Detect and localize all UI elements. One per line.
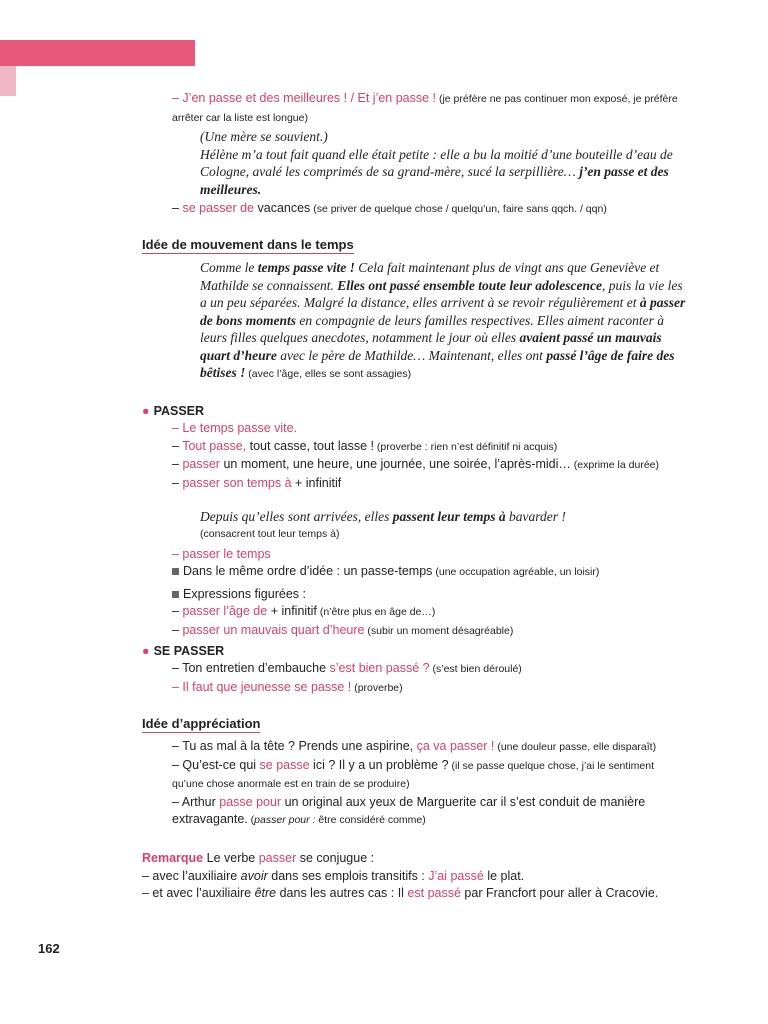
passer-line-5: – passer le temps <box>172 546 271 561</box>
passer-line-2-expr: Tout passe, <box>182 438 247 453</box>
appr-line-1 <box>142 738 688 757</box>
passer-example-bold: passent leur temps à <box>392 509 506 524</box>
p-bold-4: avaient passé un mauvais quart d’heure <box>200 330 662 363</box>
appr-line-3-text-2: un original aux yeux de Marguerite car il s’est conduit de manière extravagante. <box>172 794 646 826</box>
text-vacances: vacances <box>254 201 311 215</box>
se-passer-line-1-expr: s’est bien passé ? <box>329 661 430 675</box>
appr-line-1-text: – Tu as mal à la tête ? Prends une aspirine, <box>172 739 417 753</box>
example-title: (Une mère se souvient.) <box>200 129 328 144</box>
passer-line-6 <box>142 563 688 582</box>
remarque-r2-b: dans les autres cas : Il <box>276 886 408 900</box>
example-mere <box>142 128 688 198</box>
p-bold-2: Elles ont passé ensemble toute leur adolescence <box>337 277 602 293</box>
appr-line-3-note-italic: passer pour : <box>254 814 316 826</box>
appr-line-3-note-post: être considéré comme) <box>315 814 426 826</box>
passer-line-6-note: (une occupation agréable, un loisir) <box>432 566 600 578</box>
passer-line-1: – Le temps passe vite. <box>172 421 298 435</box>
passer-line-9-expr: passer un mauvais quart d’heure <box>182 622 365 637</box>
se-passer-line-1-text: – Ton entretien d’embauche <box>172 661 330 675</box>
passer-example-line <box>142 508 688 526</box>
remarque-text-2: se conjugue : <box>296 851 375 865</box>
appr-line-1-note: (une douleur passe, elle disparaît) <box>494 741 657 753</box>
p-bold-3: à passer de bons moments <box>200 295 686 328</box>
passer-line-2-text: tout casse, tout lasse ! <box>246 438 374 453</box>
example-paragraph-genevieve <box>142 259 688 384</box>
line-jen-passe <box>142 90 688 127</box>
bullet-passer-title: PASSER <box>153 404 205 418</box>
remarque-verb: passer <box>258 851 297 865</box>
remarque-r1-c: le plat. <box>483 868 525 883</box>
remarque-r2-expr: est passé <box>407 886 461 900</box>
margin-accent <box>0 66 16 96</box>
se-passer-line-1-note: (s’est bien déroulé) <box>429 663 522 675</box>
appr-line-3 <box>142 794 688 830</box>
remarque-r1-expr: J’ai passé <box>428 868 484 883</box>
appr-line-2-text: – Qu’est-ce qui <box>172 757 260 772</box>
remarque-rule-1 <box>142 868 688 886</box>
p-text-1: Comme le <box>200 260 258 275</box>
example-body <box>142 146 688 199</box>
appr-line-1-expr: ça va passer ! <box>416 739 495 753</box>
appr-line-3-text: – Arthur <box>172 794 220 809</box>
passer-example-text-1: Depuis qu’elles sont arrivées, elles <box>200 509 393 524</box>
entry-se-passer-de <box>142 200 688 219</box>
passer-list <box>142 420 688 492</box>
passer-line-2-note: (proverbe : rien n’est définitif ni acquis) <box>374 440 558 453</box>
remarque-rule-2 <box>142 885 688 903</box>
passer-example-text-2: bavarder ! <box>505 509 566 524</box>
passer-example-note: (consacrent tout leur temps à) <box>200 528 340 540</box>
appr-line-3-expr: passe pour <box>219 794 282 809</box>
p-text-4: en compagnie de leurs familles respectives. Elles aiment raconter à leurs filles quelques anecdotes, notamment le jour où elles <box>200 312 665 345</box>
bullet-passer <box>142 404 204 418</box>
page-number: 162 <box>38 941 60 956</box>
bullet-dot-icon: ● <box>142 404 150 418</box>
passer-line-4-text: + infinitif <box>291 475 342 490</box>
remarque-block <box>142 850 688 903</box>
remarque-label: Remarque <box>142 851 204 865</box>
p-bold-1: temps passe vite ! <box>257 260 355 275</box>
passer-line-3: – passer un moment, une heure, une journée, une soirée, l’après-midi… (exprime la durée) <box>172 457 659 471</box>
section-heading-mouvement: Idée de mouvement dans le temps <box>142 237 354 252</box>
appr-line-2-expr: se passe <box>259 757 310 772</box>
p-text-5: avec le père de Mathilde… Maintenant, elles ont <box>276 347 547 363</box>
passer-line-8-note: (n’être plus en âge de…) <box>316 606 436 618</box>
dash: – <box>172 201 183 215</box>
passer-line-3-note: (exprime la durée) <box>570 459 659 471</box>
square-bullet-icon <box>172 568 179 575</box>
remarque-text-1: Le verbe <box>203 851 259 865</box>
note-jen-passe: (je préfère ne pas continuer mon exposé, je préfère arrêter car la liste est longue) <box>172 93 678 124</box>
passer-line-2: – Tout passe, tout casse, tout lasse ! (proverbe : rien n’est définitif ni acquis) <box>172 438 558 453</box>
remarque-r1-b: dans ses emplois transitifs : <box>267 868 429 883</box>
appr-line-2-note: (il se passe quelque chose, j’ai le sentiment qu’une chose anormale est en train de se produire) <box>172 759 654 790</box>
se-passer-line-2-note: (proverbe) <box>351 681 403 694</box>
se-passer-line-1 <box>142 660 688 679</box>
paragraph-body <box>142 259 688 384</box>
appr-line-2 <box>142 757 688 794</box>
p-text-2: Cela fait maintenant plus de vingt ans que Geneviève et Mathilde se connaissent. <box>200 260 660 293</box>
square-bullet-icon <box>172 591 179 598</box>
passer-line-3-expr: passer <box>182 457 220 471</box>
header-color-bar <box>0 40 195 66</box>
remarque-r1-italic: avoir <box>240 868 268 883</box>
appr-line-2-text-2: ici ? Il y a un problème ? <box>309 757 449 772</box>
passer-line-8-expr: passer l’âge de <box>182 604 268 618</box>
passer-line-4: – passer son temps à + infinitif <box>172 475 342 490</box>
example-text: Hélène m’a tout fait quand elle était petite : elle a bu la moitié d’une bouteille d’eau de Cologne, avalé les comprimés de sa grand-mère, sucé la serpillière… <box>200 146 673 179</box>
se-passer-line-2-expr: – Il faut que jeunesse se passe ! <box>172 679 352 694</box>
line-se-passer-de <box>142 200 688 219</box>
passer-line-3-text: un moment, une heure, une journée, une soirée, l’après-midi… <box>219 457 571 471</box>
appreciation-list <box>142 738 688 830</box>
expression-jen-passe: – J’en passe et des meilleures ! / Et j’en passe ! <box>172 91 437 105</box>
passer-list-2 <box>142 526 688 640</box>
remarque-line <box>142 850 688 868</box>
bullet-se-passer <box>142 644 224 658</box>
note-se-passer-de: (se priver de quelque chose / quelqu’un, faire sans qqch. / qqn) <box>310 203 607 215</box>
passer-line-9: – passer un mauvais quart d’heure (subir un moment désagréable) <box>172 622 514 637</box>
passer-line-7 <box>142 586 688 604</box>
passer-line-8: – passer l’âge de + infinitif (n’être plus en âge de…) <box>172 604 436 618</box>
entry-jen-passe <box>142 90 688 127</box>
remarque-r1-a: – avec l’auxiliaire <box>142 868 241 883</box>
passer-line-8-text: + infinitif <box>267 604 317 618</box>
remarque-r2-c: par Francfort pour aller à Cracovie. <box>460 886 659 900</box>
p-note: (avec l’âge, elles se sont assagies) <box>245 368 412 380</box>
section-heading-appreciation: Idée d’appréciation <box>142 716 261 731</box>
p-text-3: , puis la vie les a un peu séparées. Malgré la distance, elles arrivent à se revoir régulièrement et <box>200 277 683 310</box>
p-bold-5: passé l’âge de faire des bêtises ! <box>200 347 675 380</box>
passer-line-6-text: Dans le même ordre d’idée : un passe-temps <box>183 564 433 578</box>
passer-example <box>142 508 688 526</box>
remarque-r2-a: – et avec l’auxiliaire <box>142 886 255 900</box>
se-passer-list <box>142 660 688 697</box>
se-passer-line-2 <box>142 679 688 698</box>
expression-se-passer-de: se passer de <box>182 201 255 215</box>
passer-line-7-text: Expressions figurées : <box>183 586 306 601</box>
bullet-dot-icon: ● <box>142 644 150 658</box>
remarque-r2-italic: être <box>254 886 277 900</box>
example-bold: j’en passe et des meilleures. <box>200 164 669 197</box>
passer-line-9-note: (subir un moment désagréable) <box>364 624 514 637</box>
bullet-se-passer-title: SE PASSER <box>153 644 225 658</box>
appr-line-3-note-pre: ( <box>247 814 255 826</box>
passer-line-4-expr: passer son temps à <box>182 475 292 490</box>
